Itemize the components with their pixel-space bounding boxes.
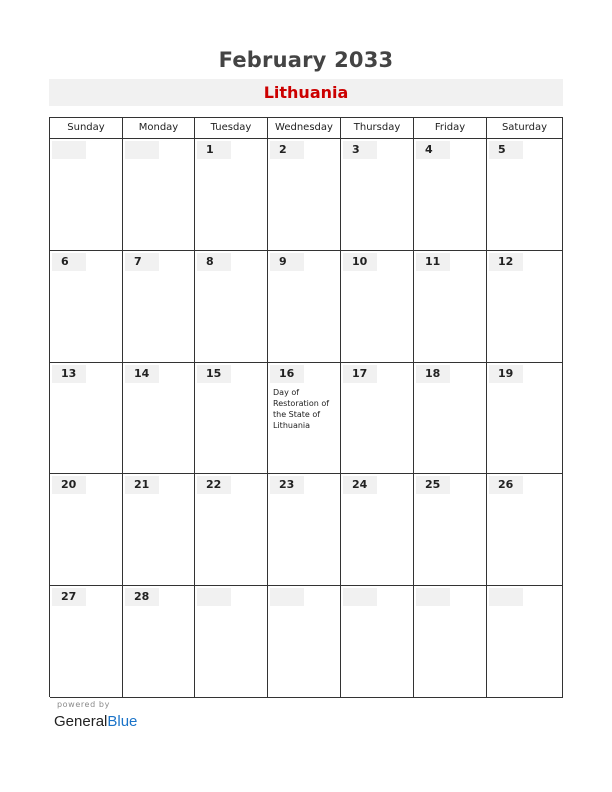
day-number: 12 (489, 253, 523, 271)
empty-day-cell (123, 139, 195, 251)
day-number (416, 588, 450, 606)
day-cell-4 (414, 139, 487, 251)
day-number: 15 (197, 365, 231, 383)
day-number (197, 588, 231, 606)
empty-day-cell (195, 586, 268, 698)
empty-day-cell (414, 586, 487, 698)
day-number: 26 (489, 476, 523, 494)
day-cell-25 (414, 474, 487, 586)
logo-blue-text: Blue (107, 713, 138, 730)
day-cell-23 (268, 474, 341, 586)
day-number: 25 (416, 476, 450, 494)
day-number: 5 (489, 141, 523, 159)
day-cell-16 (268, 363, 341, 475)
day-number: 28 (125, 588, 159, 606)
day-number: 21 (125, 476, 159, 494)
day-number: 4 (416, 141, 450, 159)
day-cell-9 (268, 251, 341, 363)
empty-day-cell (487, 586, 563, 698)
day-number: 7 (125, 253, 159, 271)
day-number: 1 (197, 141, 231, 159)
week-row (50, 586, 563, 698)
day-number: 23 (270, 476, 304, 494)
weekday-header-row (50, 118, 563, 139)
day-number: 22 (197, 476, 231, 494)
powered-by-text: powered by (57, 700, 110, 709)
day-number: 9 (270, 253, 304, 271)
week-row (50, 251, 563, 363)
day-cell-5 (487, 139, 563, 251)
day-number: 27 (52, 588, 86, 606)
day-cell-1 (195, 139, 268, 251)
weekday-header-wednesday: Wednesday (268, 118, 341, 139)
day-number: 2 (270, 141, 304, 159)
day-cell-28 (123, 586, 195, 698)
day-cell-17 (341, 363, 414, 475)
day-number: 17 (343, 365, 377, 383)
day-number: 20 (52, 476, 86, 494)
day-cell-8 (195, 251, 268, 363)
weekday-header-saturday: Saturday (487, 118, 563, 139)
day-cell-2 (268, 139, 341, 251)
empty-day-cell (341, 586, 414, 698)
day-cell-20 (50, 474, 123, 586)
weekday-header-tuesday: Tuesday (195, 118, 268, 139)
day-number (52, 141, 86, 159)
day-cell-7 (123, 251, 195, 363)
day-cell-26 (487, 474, 563, 586)
generalblue-logo[interactable] (54, 712, 137, 732)
day-number: 10 (343, 253, 377, 271)
day-number: 24 (343, 476, 377, 494)
calendar-title: February 2033 (218, 48, 394, 72)
day-number (489, 588, 523, 606)
day-cell-11 (414, 251, 487, 363)
day-number (343, 588, 377, 606)
day-number: 18 (416, 365, 450, 383)
day-cell-24 (341, 474, 414, 586)
day-cell-18 (414, 363, 487, 475)
day-cell-14 (123, 363, 195, 475)
week-row (50, 139, 563, 251)
day-number: 3 (343, 141, 377, 159)
week-row (50, 474, 563, 586)
logo-general-text: General (54, 713, 108, 730)
day-cell-22 (195, 474, 268, 586)
day-cell-12 (487, 251, 563, 363)
calendar-grid (49, 117, 563, 697)
day-number: 14 (125, 365, 159, 383)
day-cell-21 (123, 474, 195, 586)
weekday-header-sunday: Sunday (50, 118, 123, 139)
day-number: 19 (489, 365, 523, 383)
weekday-header-friday: Friday (414, 118, 487, 139)
day-cell-15 (195, 363, 268, 475)
weekday-header-thursday: Thursday (341, 118, 414, 139)
day-cell-10 (341, 251, 414, 363)
week-row (50, 363, 563, 475)
day-number: 6 (52, 253, 86, 271)
holiday-label: Day of Restoration of the State of Lithuania (273, 387, 330, 430)
day-cell-27 (50, 586, 123, 698)
day-number: 16 (270, 365, 304, 383)
day-cell-13 (50, 363, 123, 475)
day-cell-3 (341, 139, 414, 251)
day-number (270, 588, 304, 606)
weekday-header-monday: Monday (123, 118, 195, 139)
day-number: 8 (197, 253, 231, 271)
day-number: 13 (52, 365, 86, 383)
empty-day-cell (268, 586, 341, 698)
day-number: 11 (416, 253, 450, 271)
day-cell-6 (50, 251, 123, 363)
empty-day-cell (50, 139, 123, 251)
day-number (125, 141, 159, 159)
day-cell-19 (487, 363, 563, 475)
country-label: Lithuania (49, 79, 563, 106)
